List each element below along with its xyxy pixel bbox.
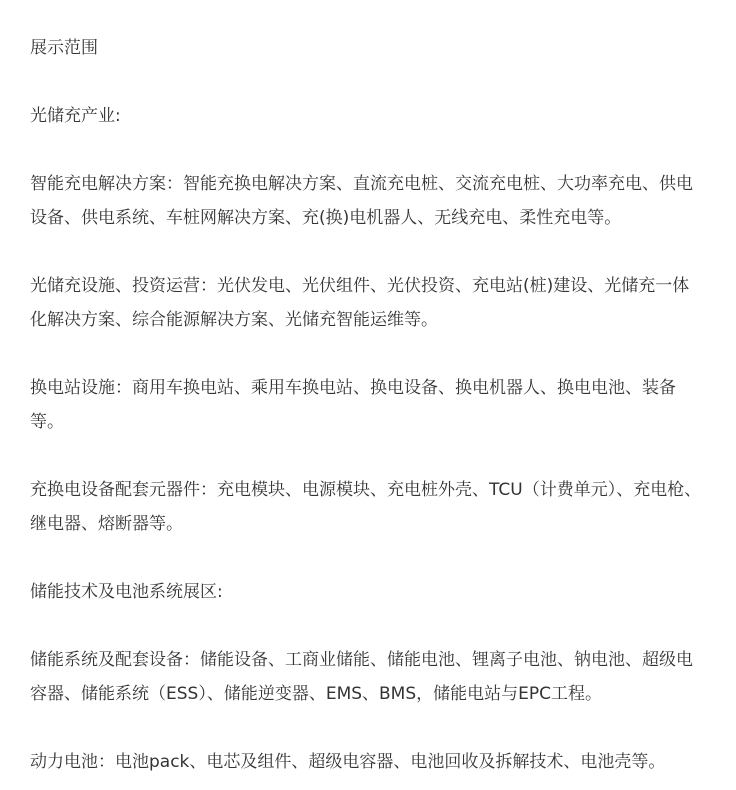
paragraph-smart-charging: 智能充电解决方案：智能充换电解决方案、直流充电桩、交流充电桩、大功率充电、供电设备、供电系统、车桩网解决方案、充(换)电机器人、无线充电、柔性充电等。 xyxy=(30,174,693,228)
paragraph-gap xyxy=(30,711,706,745)
paragraph-components: 充换电设备配套元器件：充电模块、电源模块、充电桩外壳、TCU（计费单元）、充电枪、继电器、熔断器等。 xyxy=(30,480,702,534)
section-heading-solar-storage-charging: 光储充产业: xyxy=(30,106,121,126)
paragraph-battery-swap-stations: 换电站设施：商用车换电站、乘用车换电站、换电设备、换电机器人、换电电池、装备等。 xyxy=(30,378,676,432)
paragraph-gap xyxy=(30,133,706,167)
paragraph-gap xyxy=(30,439,706,473)
section-heading-energy-storage: 储能技术及电池系统展区: xyxy=(30,582,223,602)
paragraph-solar-facilities: 光储充设施、投资运营：光伏发电、光伏组件、光伏投资、充电站(桩)建设、光储充一体化解决方案、综合能源解决方案、光储充智能运维等。 xyxy=(30,276,690,330)
paragraph-gap xyxy=(30,609,706,643)
paragraph-gap xyxy=(30,337,706,371)
paragraph-storage-systems: 储能系统及配套设备：储能设备、工商业储能、储能电池、锂离子电池、钠电池、超级电容器、储能系统（ESS）、储能逆变器、EMS、BMS，储能电站与EPC工程。 xyxy=(30,650,693,704)
paragraph-gap xyxy=(30,541,706,575)
paragraph-power-batteries: 动力电池：电池pack、电芯及组件、超级电容器、电池回收及拆解技术、电池壳等。 xyxy=(30,752,666,772)
paragraph-gap xyxy=(30,65,706,99)
page-title: 展示范围 xyxy=(30,38,98,58)
paragraph-gap xyxy=(30,235,706,269)
